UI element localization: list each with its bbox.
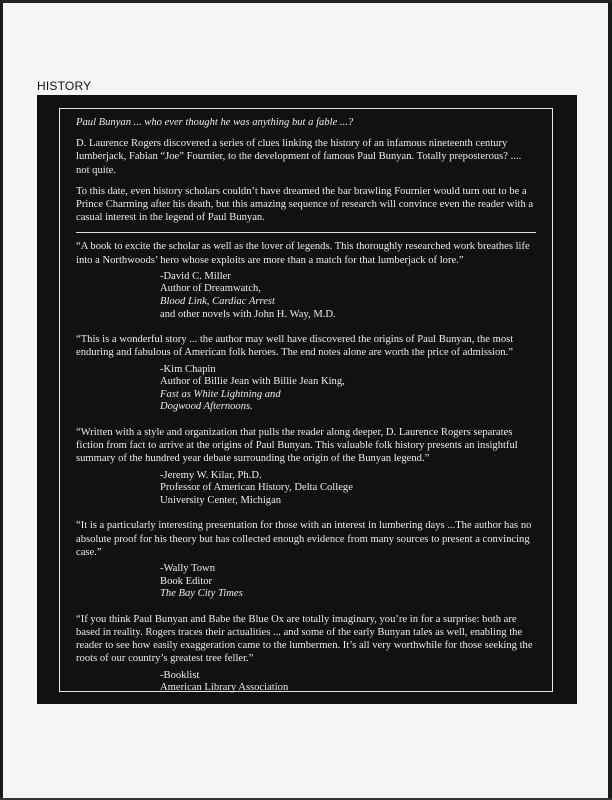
attribution-line: Blood Link, Cardiac Arrest xyxy=(160,296,275,308)
blurb-frame xyxy=(59,108,553,692)
review-quote: “Written with a style and organization that pulls the reader along deeper, D. Laurence Rogers separates fiction from fact to arrive at the origins of Paul Bunyan. This valuable folk history presents an insightful summary of the hundred year debate surrounding the origin of the Bunyan legend.” xyxy=(76,426,518,465)
attribution-line: University Center, Michigan xyxy=(160,494,282,506)
page-edge-top xyxy=(0,0,612,3)
page-edge-left xyxy=(0,0,3,800)
attribution-line: -Booklist xyxy=(160,669,200,681)
review-quote: “This is a wonderful story ... the author may well have discovered the origins of Paul Bunyan, the most enduring and fabulous of American folk heroes. The end notes alone are worth the price of admission.” xyxy=(76,334,514,359)
attribution-line: Author of Billie Jean with Billie Jean King, xyxy=(160,376,345,388)
intro-paragraph: D. Laurence Rogers discovered a series of clues linking the history of an infamous nineteenth century lumberjack, Fabian “Joe” Fournier, to the development of famous Paul Bunyan. Totally preposterous? .... not quite. xyxy=(76,138,522,176)
review-attribution xyxy=(160,470,536,508)
attribution-line: Author of Dreamwatch, xyxy=(160,283,261,295)
attribution-line: -David C. Miller xyxy=(160,270,231,282)
section-label: HISTORY xyxy=(37,79,92,93)
intro-paragraph: To this date, even history scholars couldn’t have dreamed the bar brawling Fournier would turn out to be a Prince Charming after his death, but this amazing sequence of research will convince even the reader with a casual interest in the legend of Paul Bunyan. xyxy=(76,185,534,224)
attribution-line: Dogwood Afternoons. xyxy=(160,401,253,413)
review-quote: “If you think Paul Bunyan and Babe the Blue Ox are totally imaginary, you’re in for a surprise: both are based in reality. Rogers traces their actualities ... and some of the early Bunyan tales as well, enabling the reader to see how easily exaggeration came to the lumbermen. It’s all very worthwhile for those seeking the roots of our country’s greatest tree feller.” xyxy=(76,613,533,665)
attribution-line: The Bay City Times xyxy=(160,588,243,600)
attribution-line: and other novels with John H. Way, M.D. xyxy=(160,308,336,320)
attribution-line: -Jeremy W. Kilar, Ph.D. xyxy=(160,469,262,481)
divider xyxy=(76,232,536,233)
review-quote: “A book to excite the scholar as well as the lover of legends. This thoroughly researched work breathes life into a Northwoods’ hero whose exploits are more than a match for that lumberjack of lore.” xyxy=(76,241,530,266)
review-attribution xyxy=(160,364,536,414)
review-attribution xyxy=(160,670,536,695)
attribution-line: American Library Association xyxy=(160,682,289,694)
review-attribution xyxy=(160,271,536,321)
attribution-line: Book Editor xyxy=(160,575,213,587)
review-quote: “It is a particularly interesting presentation for those with an interest in lumbering days ...The author has no absolute proof for his theory but has collected enough evidence from many sources to present a convincing case.” xyxy=(76,520,532,558)
attribution-line: -Wally Town xyxy=(160,562,215,574)
attribution-line: Fast as White Lightning and xyxy=(160,388,281,400)
review-attribution xyxy=(160,563,536,601)
attribution-line: -Kim Chapin xyxy=(160,363,216,375)
lead-line: Paul Bunyan ... who ever thought he was anything but a fable ...? xyxy=(76,117,354,128)
reviews-list xyxy=(76,240,536,694)
attribution-line: Professor of American History, Delta College xyxy=(160,482,353,494)
page-edge-right xyxy=(608,0,612,800)
blurb-panel xyxy=(37,95,577,704)
